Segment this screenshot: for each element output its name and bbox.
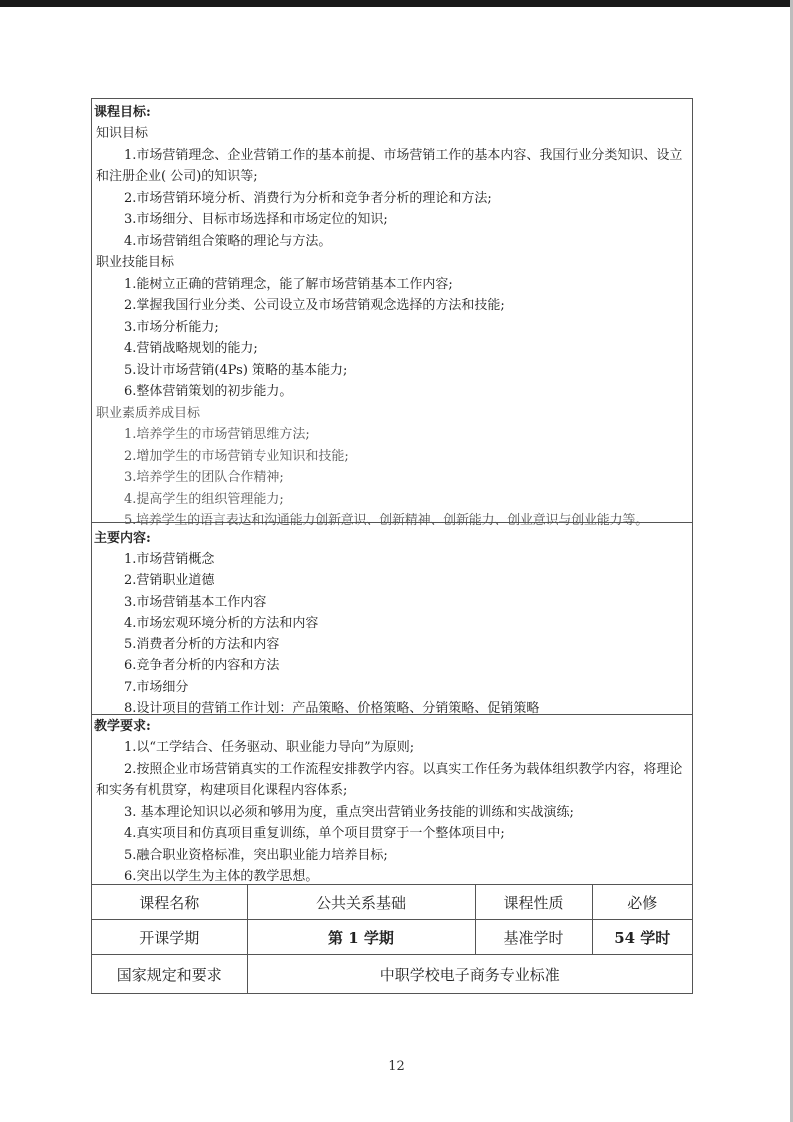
requirement-item: 5.融合职业资格标准，突出职业能力培养目标; xyxy=(124,847,388,863)
page-number: 12 xyxy=(388,1059,405,1074)
main-content-item: 6.竞争者分析的内容和方法 xyxy=(124,658,280,674)
course-info-table xyxy=(92,885,692,993)
teaching-requirements-title: 教学要求: xyxy=(94,719,151,734)
course-name-value: 公共关系基础 xyxy=(247,885,475,920)
course-goals-title: 课程目标: xyxy=(94,105,151,120)
main-content-title: 主要内容: xyxy=(94,531,151,546)
main-content-item: 3.市场营销基本工作内容 xyxy=(124,594,267,610)
course-name-label: 课程名称 xyxy=(92,885,247,920)
quality-goal-item: 3.培养学生的团队合作精神; xyxy=(124,470,284,485)
table-row xyxy=(92,885,692,920)
quality-goals-heading: 职业素质养成目标 xyxy=(96,405,201,421)
quality-goal-item: 5.培养学生的语言表达和沟通能力创新意识、创新精神、创新能力、创业意识与创业能力等。 xyxy=(124,513,649,528)
quality-goal-item: 4.提高学生的组织管理能力; xyxy=(124,491,284,507)
knowledge-goal-item: 2.市场营销环境分析、消费行为分析和竞争者分析的理论和方法; xyxy=(124,190,492,206)
main-content-item: 4.市场宏观环境分析的方法和内容 xyxy=(124,615,319,631)
requirement-item: 6.突出以学生为主体的教学思想。 xyxy=(124,869,319,884)
standard-label: 国家规定和要求 xyxy=(92,955,247,994)
hours-value: 54 学时 xyxy=(592,920,692,955)
skill-goal-item: 2.掌握我国行业分类、公司设立及市场营销观念选择的方法和技能; xyxy=(124,298,505,313)
main-content-item: 5.消费者分析的方法和内容 xyxy=(124,637,280,653)
quality-goal-item: 2.增加学生的市场营销专业知识和技能; xyxy=(124,448,349,464)
requirement-item: 2.按照企业市场营销真实的工作流程安排教学内容。以真实工作任务为载体组织教学内容，将理论和实务有机贯穿，构建项目化课程内容体系; xyxy=(96,761,683,798)
course-goals-section xyxy=(92,99,692,528)
requirement-item: 3. 基本理论知识以必须和够用为度，重点突出营销业务技能的训练和实战演练; xyxy=(124,804,574,820)
skill-goal-item: 3.市场分析能力; xyxy=(124,319,219,335)
skill-goal-item: 4.营销战略规划的能力; xyxy=(124,341,258,356)
table-row xyxy=(92,955,692,994)
requirement-item: 1.以“工学结合、任务驱动、职业能力导向”为原则; xyxy=(124,740,415,755)
main-content-item: 7.市场细分 xyxy=(124,679,189,695)
skill-goal-item: 5.设计市场营销(4Ps) 策略的基本能力; xyxy=(124,362,348,378)
course-sheet xyxy=(91,98,693,994)
main-content-section xyxy=(92,523,692,715)
course-nature-value: 必修 xyxy=(592,885,692,920)
skill-goals-heading: 职业技能目标 xyxy=(96,255,175,270)
standard-value: 中职学校电子商务专业标准 xyxy=(247,955,692,994)
scan-top-border xyxy=(0,0,793,7)
knowledge-goal-item: 4.市场营销组合策略的理论与方法。 xyxy=(124,233,332,249)
main-content-item: 1.市场营销概念 xyxy=(124,552,215,567)
quality-goal-item: 1.培养学生的市场营销思维方法; xyxy=(124,427,310,442)
course-nature-label: 课程性质 xyxy=(475,885,592,920)
knowledge-goal-item: 1.市场营销理念、企业营销工作的基本前提、市场营销工作的基本内容、我国行业分类知识、设立和注册企业( 公司)的知识等; xyxy=(96,147,683,184)
semester-value: 第 1 学期 xyxy=(247,920,475,955)
requirement-item: 4.真实项目和仿真项目重复训练，单个项目贯穿于一个整体项目中; xyxy=(124,826,505,841)
main-content-item: 8.设计项目的营销工作计划：产品策略、价格策略、分销策略、促销策略 xyxy=(124,701,540,717)
semester-label: 开课学期 xyxy=(92,920,247,955)
main-content-item: 2.营销职业道德 xyxy=(124,573,215,589)
knowledge-goal-item: 3.市场细分、目标市场选择和市场定位的知识; xyxy=(124,212,388,227)
skill-goal-item: 6.整体营销策划的初步能力。 xyxy=(124,384,293,399)
skill-goal-item: 1.能树立正确的营销理念，能了解市场营销基本工作内容; xyxy=(124,276,453,292)
knowledge-goals-heading: 知识目标 xyxy=(96,126,149,141)
teaching-requirements-section xyxy=(92,715,692,885)
table-row xyxy=(92,920,692,955)
hours-label: 基准学时 xyxy=(475,920,592,955)
